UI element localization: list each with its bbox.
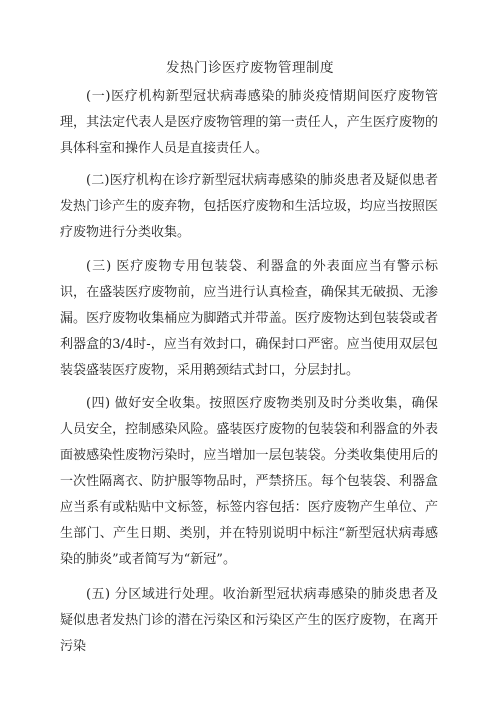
paragraph-5: (五) 分区域进行处理。收治新型冠状病毒感染的肺炎患者及疑似患者发热门诊的潜在污染区和污染区产生的医疗废物，在离开污染 [60,587,438,654]
paragraph-1: (一)医疗机构新型冠状病毒感染的肺炎疫情期间医疗废物管理，其法定代表人是医疗废物管理的第一责任人，产生医疗废物的具体科室和操作人员是直接责任人。 [60,89,438,156]
paragraph-3: (三) 医疗废物专用包装袋、利器盒的外表面应当有警示标识，在盛装医疗废物前，应当进行认真检查，确保其无破损、无渗漏。医疗废物收集桶应为脚踏式并带盖。医疗废物达到包装袋或者利器盒的3/4时-，应当有效封口，确保封口严密。应当使用双层包装袋盛装医疗废物，采用鹅颈结式封口，分层封扎。 [60,259,438,378]
paragraph-4: (四) 做好安全收集。按照医疗废物类别及时分类收集，确保人员安全，控制感染风险。盛装医疗废物的包装袋和利器盒的外表面被感染性废物污染时，应当增加一层包装袋。分类收集使用后的一次性隔离衣、防护服等物品时，严禁挤压。每个包装袋、利器盒应当系有或粘贴中文标签，标签内容包括：医疗废物产生单位、产生部门、产生日期、类别，并在特别说明中标注“新型冠状病毒感染的肺炎”或者简写为“新冠”。 [60,396,438,567]
document-title: 发热门诊医疗废物管理制度 [166,60,334,76]
paragraph-2: (二)医疗机构在诊疗新型冠状病毒感染的肺炎患者及疑似患者发热门诊产生的废弃物，包括医疗废物和生活垃圾，均应当按照医疗废物进行分类收集。 [60,173,438,240]
